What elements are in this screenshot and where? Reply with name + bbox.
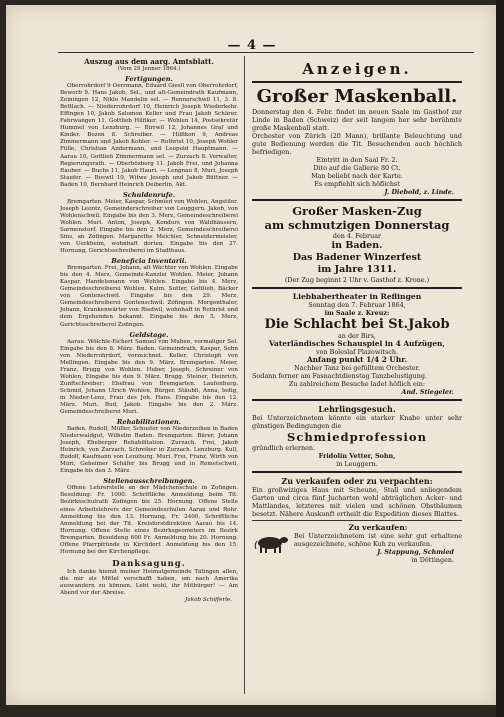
maskenball-masks: Man beliebt nach der Karte.: [311, 172, 403, 180]
section-title-rehabilitationen: Rehabilitationen.: [116, 418, 182, 427]
section-text-fertigungen: Oberrohrdorf 9 Oerrmann, Eduard Giesll von Oberrohrdorf, Bewerb 9. Hans Jakob, Sel., und alt-Gemeindrath Kaufmann, Zeiningen 12, Niklo Mandelin sel. — Rennerschwil 11, 3. 8. Bettlach. — Niederrohrdorf 10, Heinrich Joseph Wiederkehr. Effingen 10, Jakob Salomon Keller und Frau Jakob Schärer. Fahrwangen 11, Gottlieb Hilfiker. — Wohlen 14, Postsekretär Hummel von Lenzburg. — Birrwil 12, Johannes Graf und Kinder. Bozen 8. Schreiber. — Hilfikon 9, Andreas Zimmermann und Jakob Kohler. — Rothrist 10, Joseph Wohler Fülle, Christian Andermann, und Leopold Hauptmann. — Aarau 10, Gottlieb Zimmermann sel. — Zurzach 8. Verwalter, Regierungsrath. — Oberbözberg 11. Jakob Frei, und Johanna Rauber. — Buchs 11, Jakob Hauri. — Lengnau 8, Muri, Joseph Staufer. — Boswil 10, Witwe Joseph und Jakob Büttner. — Baden 10, Bernhard Heinrich Deiberlin, Akt.: [60, 83, 238, 188]
section-title-beneficia: Beneficia Inventarii.: [111, 257, 187, 266]
scan-edge: [496, 0, 504, 717]
thanks-signature: Jakob Schifferle.: [185, 597, 232, 604]
maskenzug-title: Großer Masken-Zug: [292, 204, 422, 218]
maskenball-invite: Es empfiehlt sich höflichst: [314, 180, 400, 188]
section-text-geldstage: Aarau. Wölchle-Eichert Samuel von Muhen, vormaliger Sel. Eingabe bis den 8. März. Baden. Gemeindrath, Kaspar, Sohn von Niederrohrdorf, verzeichnet. Keller, Christoph von Mellingen. Eingabe bis den 9. März. Bremgarten. Meier, Franz, Brugg von Wohlen. Huber, Joseph, Schreiner von Wohlen, Eingabe bis den 9. März. Brugg. Steiner, Heinrich, Zunftschreiber; Ehefrau von Bremgarten. Laufenburg. Schmid, Johann Ulrich Wohlen, Bürger. Stäubli, Anna, ledig, in Nieder-Lenz, Frau des Joh. Hans. Eingabe bis den 12. März. Muri. Bud, Jakob. Eingabe bis den 2. März. Gemeindeschreiberei Muri.: [60, 338, 238, 416]
ad-theater: [252, 292, 462, 396]
kuh-place: in Döttingen.: [411, 556, 454, 564]
rule: [252, 520, 462, 521]
maskenzug-year: im Jahre 1311.: [317, 264, 397, 275]
theater-author: von Boleslaf Plazowitsch.: [316, 348, 398, 356]
section-title-fertigungen: Fertigungen.: [125, 75, 173, 84]
section-text-beneficia: Bremgarten. Frei, Johann, alt Wächter von Wohlen. Eingabe bis den 4. Merz, Gemeinde-Kanzlei Wohlen. Meier, Johann Kaspar, Handelsmann von Wohlen. Eingabe bis 4. Merz, Gemeindeschreiberei Wohlen. Kulm. Sutter, Gottlieb, Bäcker von Gontenschwil. Eingabe bis den 29. Merz, Gemeindeschreiberei Gontenschwil. Zofingen. Morgenthaler, Johann, Krankenwärter von Riedwil, wohnhaft in Rothrist und dem Ergehenden bekannt. Eingabe bis den 5. Merz, Gerichtsschreiberei Zofingen.: [60, 265, 238, 328]
theater-start: Anfang punkt 1/4 2 Uhr.: [306, 355, 408, 364]
thanks-text: Ich danke hiemit meiner Heimatgemeinde Tätingen allen, die mir als Mittel verschafft haben, um nach Amerika auswandern zu können. Lebt wohl, ihr Mitbürger! — Am Abend vor der Abreise.: [60, 568, 238, 596]
haus-title: Zu verkaufen oder zu verpachten:: [281, 476, 433, 486]
maskenball-music: Orchester von Zürich (20 Mann), brillante Beleuchtung und gute Bedienung werden die Tit. Besuchenden auch höchlich befriedigen.: [252, 132, 462, 156]
ad-maskenzug: [252, 204, 462, 284]
maskenzug-subtitle: am schmutzigen Donnerstag: [264, 218, 450, 232]
theater-play: Die Schlacht bei St.Jakob: [264, 317, 450, 332]
theater-place: im Saale z. Kreuz:: [324, 309, 390, 317]
maskenball-title: Großer Maskenball.: [256, 86, 458, 107]
theater-notice: Sodann ferner am Fasnachtdienstag Tanzbelustigung.: [252, 372, 427, 380]
ad-maskenball: [252, 86, 462, 196]
ads-header: Anzeigen.: [302, 60, 412, 78]
maskenzug-note: (Der Zug beginnt 2 Uhr v. Gasthof z. Krone.): [284, 276, 430, 284]
maskenball-signature: J. Diebold, z. Linde.: [384, 188, 454, 196]
theater-sub: an der Birs,: [337, 332, 377, 340]
lehrling-title: Lehrlingsgesuch.: [318, 404, 396, 414]
section-title-stellen: Stellenausschreibungen.: [103, 477, 195, 486]
left-column: [60, 58, 238, 690]
lehrling-text: Bei Unterzeichnetem könnte ein starker Knabe unter sehr günstigen Bedingungen die: [252, 414, 462, 430]
ad-lehrling: [252, 404, 462, 468]
official-gazette-header: Auszug aus dem aarg. Amtsblatt.: [84, 58, 214, 66]
kuh-signature: J. Stappung, Schmied: [377, 548, 454, 556]
maskenball-text: Donnerstag den 4. Febr. findet im neuen Saale im Gasthof zur Linde in Baden (Schweiz) der seit langem her sehr berühmte große Maskenball statt.: [252, 108, 462, 132]
theater-invite: Zu zahlreichem Besuche ladet höflich ein:: [288, 380, 426, 388]
rule: [252, 399, 462, 401]
section-title-geldstage: Geldstage.: [129, 330, 169, 339]
lehrling-signature: Fridolin Vetter, Sohn,: [318, 452, 396, 460]
theater-genre: Vaterländisches Schauspiel in 4 Aufzügen,: [268, 339, 445, 348]
theater-title: Liebhabertheater in Reflingen: [292, 292, 422, 301]
rule: [252, 199, 462, 201]
page-number: — 4 —: [227, 38, 277, 53]
maskenball-entry: Eintritt in den Saal Fr. 2.: [316, 156, 398, 164]
header-rule: [58, 52, 474, 53]
lehrling-trade: Schmiedprofession: [287, 430, 427, 444]
haus-text: Ein großwiziges Haus mit Scheune, Stall und anliegendem Garten und circa fünf Jucharten wohl abträglichen Acker- und Mattlandes, letzteres mit vielen und schönen Obstbäumen besetzt. Nähere Auskunft ertheilt die Expedition dieses Blattes.: [252, 486, 462, 518]
maskenzug-theme: Das Badener Winzerfest: [292, 252, 422, 263]
cow-icon: [252, 533, 290, 555]
theater-date: Sonntag den 7. Februar 1864,: [308, 301, 406, 309]
right-column: [252, 60, 462, 690]
rule: [252, 471, 462, 473]
theater-after: Nachher Tanz bei gefülltem Orchester.: [294, 364, 420, 372]
column-divider: [244, 56, 245, 694]
kuh-title: Zu verkaufen:: [348, 523, 408, 532]
section-text-schuldenrufe: Bremgarten. Meier, Kaspar, Schmied von Wohlen, Angstiler. Joseph Leontz, Gemeinderschreiber von Leuggern. Jakob, von Wohlenschwil. Eingabe bis den 3. Merz, Gemeindeschreiberei Wohlen. Muri. Anton, Joseph, Kondurs von Waldhäusern, Sarmenstorf. Eingabe bis den 2. Merz, Gemeindeschreiberei Sins, an Zofingen. Margarethe Meichler, Schneidermeister, von Uerkheim, wohnhaft dorten. Eingabe bis den 27. Hornung, Gerichtsschreiberei im Stadthaus.: [60, 198, 238, 255]
gazette-date: (Vom 29 Jenner 1864.): [117, 66, 181, 72]
rule: [252, 287, 462, 289]
theater-signature: And. Stiegeler.: [401, 388, 454, 396]
section-title-schuldenrufe: Schuldenrufe.: [122, 190, 176, 199]
ad-verkauf-haus: [252, 476, 462, 518]
maskenball-gallery: Dito auf die Gallerie 80 Ct.: [313, 164, 401, 172]
kuh-text: Bei Unterzeichnetem ist eine sehr gut erhaltene ausgezeichnete, schöne Kuh zu verkaufen.: [294, 532, 462, 548]
section-text-stellen: Offene Lehrerstelle an der Mädchenschule in Zofingen. Besoldung: Fr. 1000. Schriftliche Anmeldung beim Tit. Bezirksschulrath Zofingen bis 25. Hornung. Offene Stelle eines Arbeitslehrers der Gemeindeschulen Aarau und Rohr. Anmeldung bis den 13. Hornung, Fr. 2400. Schriftliche Anmeldung bei der Tit. Kreisforstdirektion Aarau bis 14. Hornung. Offene Stelle eines Bezirksgeometers im Bezirk Bremgarten. Besoldung 600 Fr. Anmeldung bis 20. Hornung. Offene Pfarrpfründe in Kirchdorf. Anmeldung bis den 15. Hornung bei der Kirchenpflege.: [60, 485, 238, 555]
lehrling-learn: gründlich erlernen.: [252, 444, 316, 452]
maskenzug-date: den 4. Februar: [332, 232, 382, 240]
section-text-rehabilitationen: Baden. Rudolf, Müller, Schuster von Niederzeihen in Baden Niederwaldgut, Wilhelm Baden. Bremgarten. Bürer, Johann Joseph, Eheberger Rehabilitation. Zurzach. Frei, Jakob Heinrich, von Zurzach, Schreiber in Zurzach. Lenzburg. Kull, Rudolf, Kaufmann von Lenzburg. Muri. Frei, Franz, Wirth von Muri, Geheimer Schäfer bis Brugg und in Remetschwil, Eingabe bis den 3. März.: [60, 426, 238, 475]
rule: [252, 81, 462, 83]
maskenzug-place: in Baden.: [331, 240, 383, 251]
lehrling-place: in Leuggern.: [336, 460, 378, 468]
ad-verkauf-kuh: [252, 523, 462, 564]
thanks-title: Danksagung.: [112, 558, 186, 569]
